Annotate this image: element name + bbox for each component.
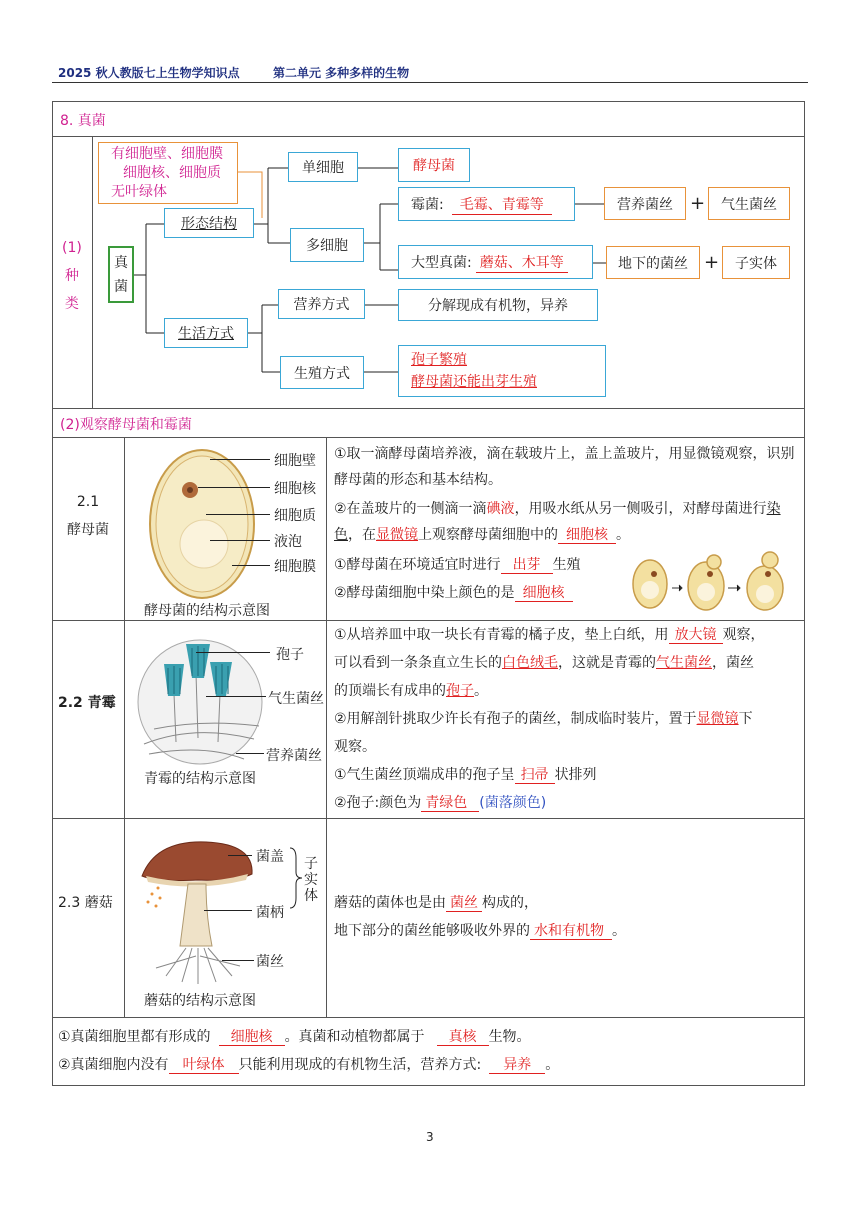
row-divider <box>52 1017 805 1018</box>
summary-l1 <box>58 1024 531 1050</box>
observe-title: (2)观察酵母菌和霉菌 <box>60 417 192 433</box>
col-divider <box>124 437 125 1017</box>
text: ，菌丝 <box>712 655 754 671</box>
reproduction-answer-box <box>398 345 606 397</box>
penicillium-caption: 青霉的结构示意图 <box>144 771 256 787</box>
text: 生物。 <box>488 1029 531 1045</box>
form-structure-box <box>164 208 254 238</box>
section-title: 8. 真菌 <box>60 113 106 129</box>
big-fungi-answer: 蘑菇、木耳等 <box>476 252 568 273</box>
pointer-line <box>206 696 266 697</box>
blank-answer: 放大镜 <box>669 627 723 644</box>
text: 染色 <box>334 501 781 543</box>
blank-answer: 显微镜 <box>696 711 739 727</box>
penicillium-l7 <box>334 790 546 816</box>
reproduction-answer-1: 孢子繁殖 <box>411 352 467 368</box>
blank-answer: 叶绿体 <box>169 1057 239 1074</box>
reproduction-mode-box <box>280 356 364 389</box>
yeast-caption: 酵母菌的结构示意图 <box>144 603 270 619</box>
blank-answer: 细胞核 <box>558 527 616 544</box>
multicellular-box <box>290 228 364 262</box>
col-divider <box>326 437 327 1017</box>
penicillium-l5: 观察。 <box>334 739 376 755</box>
blank-answer: 孢子 <box>446 683 474 699</box>
yeast-part-label: 细胞质 <box>274 508 316 524</box>
penicillium-l6 <box>334 762 597 788</box>
text: ①真菌细胞里都有形成的 <box>58 1029 211 1045</box>
pointer-line <box>206 514 270 515</box>
pointer-line <box>196 652 270 653</box>
mushroom-diagram <box>136 836 266 986</box>
budding-diagram <box>630 548 800 612</box>
yeast-part-label: 细胞核 <box>274 481 316 497</box>
penicillium-l4 <box>334 706 753 732</box>
text: ②酵母菌细胞中染上颜色的是 <box>334 585 515 601</box>
yeast-label: 酵母菌 <box>413 158 455 174</box>
row-divider <box>52 818 805 819</box>
text: ①从培养皿中取一块长有青霉的橘子皮，垫上白纸，用 <box>334 627 669 643</box>
mold-box <box>398 187 575 221</box>
mushroom-l1 <box>334 890 538 916</box>
penicillium-part-label: 气生菌丝 <box>268 691 324 707</box>
penicillium-l2 <box>334 650 754 676</box>
fruit-body-label: 子 实 体 <box>304 856 318 904</box>
big-fungi-box <box>398 245 593 279</box>
yeast-p1: ①取一滴酵母菌培养液，滴在载玻片上，盖上盖玻片，用显微镜观察，识别酵母菌的形态和基本结构。 <box>334 446 795 488</box>
blank-answer: 水和有机物 <box>530 923 612 940</box>
underground-hyphae-box <box>606 246 700 279</box>
text: 。真菌和动植物都属于 <box>284 1029 425 1045</box>
pointer-line <box>210 540 270 541</box>
blank-answer: 细胞核 <box>219 1029 285 1046</box>
yeast-p4 <box>334 580 573 606</box>
yeast-box <box>398 148 470 182</box>
reproduction-answer-2: 酵母菌还能出芽生殖 <box>411 374 537 390</box>
text: 的顶端长有成串的 <box>334 683 446 699</box>
text: 状排列 <box>554 767 597 783</box>
kinds-label: (1) 种 类 <box>62 240 82 312</box>
summary-l2 <box>58 1052 559 1078</box>
text: ，这就是青霉的 <box>558 655 656 671</box>
text: 生殖 <box>552 557 581 573</box>
text: (菌落颜色) <box>479 795 547 811</box>
mold-label: 霉菌: <box>411 197 444 213</box>
plus-sign: + <box>704 252 720 273</box>
penicillium-l1 <box>334 622 765 648</box>
aerial-hyphae-box <box>708 187 790 220</box>
text: ，在 <box>348 527 376 543</box>
life-mode-label: 生活方式 <box>178 326 234 342</box>
text: 观察， <box>722 627 765 643</box>
text: ，用吸水纸从另一侧吸引，对酵母菌进行 <box>514 501 767 517</box>
yeast-p2 <box>334 496 800 548</box>
row-divider <box>52 437 805 438</box>
text: 。 <box>616 527 630 543</box>
text: 地下部分的菌丝能够吸收外界的 <box>334 923 530 939</box>
text: ②真菌细胞内没有 <box>58 1057 169 1073</box>
yeast-part-label: 液泡 <box>274 534 302 550</box>
feature-note <box>98 142 238 204</box>
mushroom-part-label: 菌丝 <box>256 954 284 970</box>
pointer-line <box>236 753 264 754</box>
blank-answer: 真核 <box>437 1029 489 1046</box>
fruiting-label: 子实体 <box>735 255 777 272</box>
yeast-part-label: 细胞壁 <box>274 453 316 469</box>
text: ①酵母菌在环境适宜时进行 <box>334 557 501 573</box>
nutrition-label: 营养方式 <box>293 297 350 313</box>
pointer-line <box>210 459 270 460</box>
blank-answer: 异养 <box>489 1057 545 1074</box>
page-number: 3 <box>426 1130 434 1144</box>
mold-answer: 毛霉、青霉等 <box>452 194 552 215</box>
multicellular-label: 多细胞 <box>306 238 348 254</box>
text: 构成的， <box>482 895 538 911</box>
blank-answer: 显微镜 <box>376 527 418 543</box>
text: ②在盖玻片的一侧滴一滴 <box>334 501 487 517</box>
text: 可以看到一条条直立生长的 <box>334 655 502 671</box>
penicillium-part-label: 营养菌丝 <box>266 748 322 764</box>
brace-icon <box>288 846 304 910</box>
blank-answer: 细胞核 <box>515 585 573 602</box>
pointer-line <box>204 910 252 911</box>
blank-answer: 碘液 <box>486 501 515 517</box>
underground-label: 地下的菌丝 <box>618 255 688 272</box>
pointer-line <box>232 565 270 566</box>
unicellular-label: 单细胞 <box>302 160 344 176</box>
text: ②孢子:颜色为 <box>334 795 422 811</box>
text: 下 <box>738 711 753 727</box>
text: 蘑菇的菌体也是由 <box>334 895 446 911</box>
blank-answer: 扫帚 <box>515 767 555 784</box>
mushroom-l2 <box>334 918 626 944</box>
life-mode-box <box>164 318 248 348</box>
note-line: 细胞核、细胞质 <box>123 164 221 181</box>
blank-answer: 白色绒毛 <box>502 655 558 671</box>
text: 上观察酵母菌细胞中的 <box>418 527 558 543</box>
mushroom-caption: 蘑菇的结构示意图 <box>144 993 256 1009</box>
nutrition-answer-box <box>398 289 598 321</box>
penicillium-l3 <box>334 678 488 704</box>
row-divider <box>52 620 805 621</box>
text: ②用解剖针挑取少许长有孢子的菌丝，制成临时装片，置于 <box>334 711 697 727</box>
penicillium-part-label: 孢子 <box>276 647 304 663</box>
mushroom-part-label: 菌柄 <box>256 905 284 921</box>
page-header: 2025 秋人教版七上生物学知识点 第二单元 多种多样的生物 <box>58 66 410 80</box>
pointer-line <box>198 487 270 488</box>
text: ①气生菌丝顶端成串的孢子呈 <box>334 767 515 783</box>
blank-answer: 青绿色 <box>421 795 479 812</box>
note-line: 有细胞壁、细胞膜 <box>111 145 223 162</box>
form-structure-label: 形态结构 <box>181 216 237 232</box>
penicillium-row-label: 2.2 青霉 <box>58 695 116 711</box>
nutrition-mode-box <box>278 289 365 319</box>
yeast-part-label: 细胞膜 <box>274 559 316 575</box>
text: 。 <box>612 923 626 939</box>
aerial-label: 气生菌丝 <box>721 196 777 213</box>
root-fungi <box>108 246 134 303</box>
text: 。 <box>474 683 488 699</box>
mushroom-part-label: 菌盖 <box>256 849 284 865</box>
big-fungi-label: 大型真菌: <box>411 255 472 271</box>
pointer-line <box>228 855 252 856</box>
fruiting-body-box <box>722 246 790 279</box>
blank-answer: 气生菌丝 <box>656 655 712 671</box>
reproduction-label: 生殖方式 <box>294 365 350 382</box>
blank-answer: 菌丝 <box>446 895 482 912</box>
pointer-line <box>222 960 254 961</box>
blank-answer: 出芽 <box>501 557 553 574</box>
nutrition-answer: 分解现成有机物，异养 <box>428 298 568 314</box>
yeast-p3 <box>334 552 581 578</box>
root-label: 真 菌 <box>114 254 128 295</box>
yeast-row-label: 2.1 酵母菌 <box>67 494 109 538</box>
yeast-diagram <box>146 446 266 606</box>
text: 。 <box>545 1057 560 1073</box>
unicellular-box <box>288 152 358 182</box>
vegetative-hyphae-box <box>604 187 686 220</box>
text: 只能利用现成的有机物生活，营养方式: <box>238 1057 482 1073</box>
penicillium-diagram <box>134 634 264 770</box>
note-line: 无叶绿体 <box>111 183 167 200</box>
plus-sign: + <box>690 193 706 214</box>
mushroom-row-label: 2.3 蘑菇 <box>58 895 113 911</box>
vegetative-label: 营养菌丝 <box>617 196 673 213</box>
